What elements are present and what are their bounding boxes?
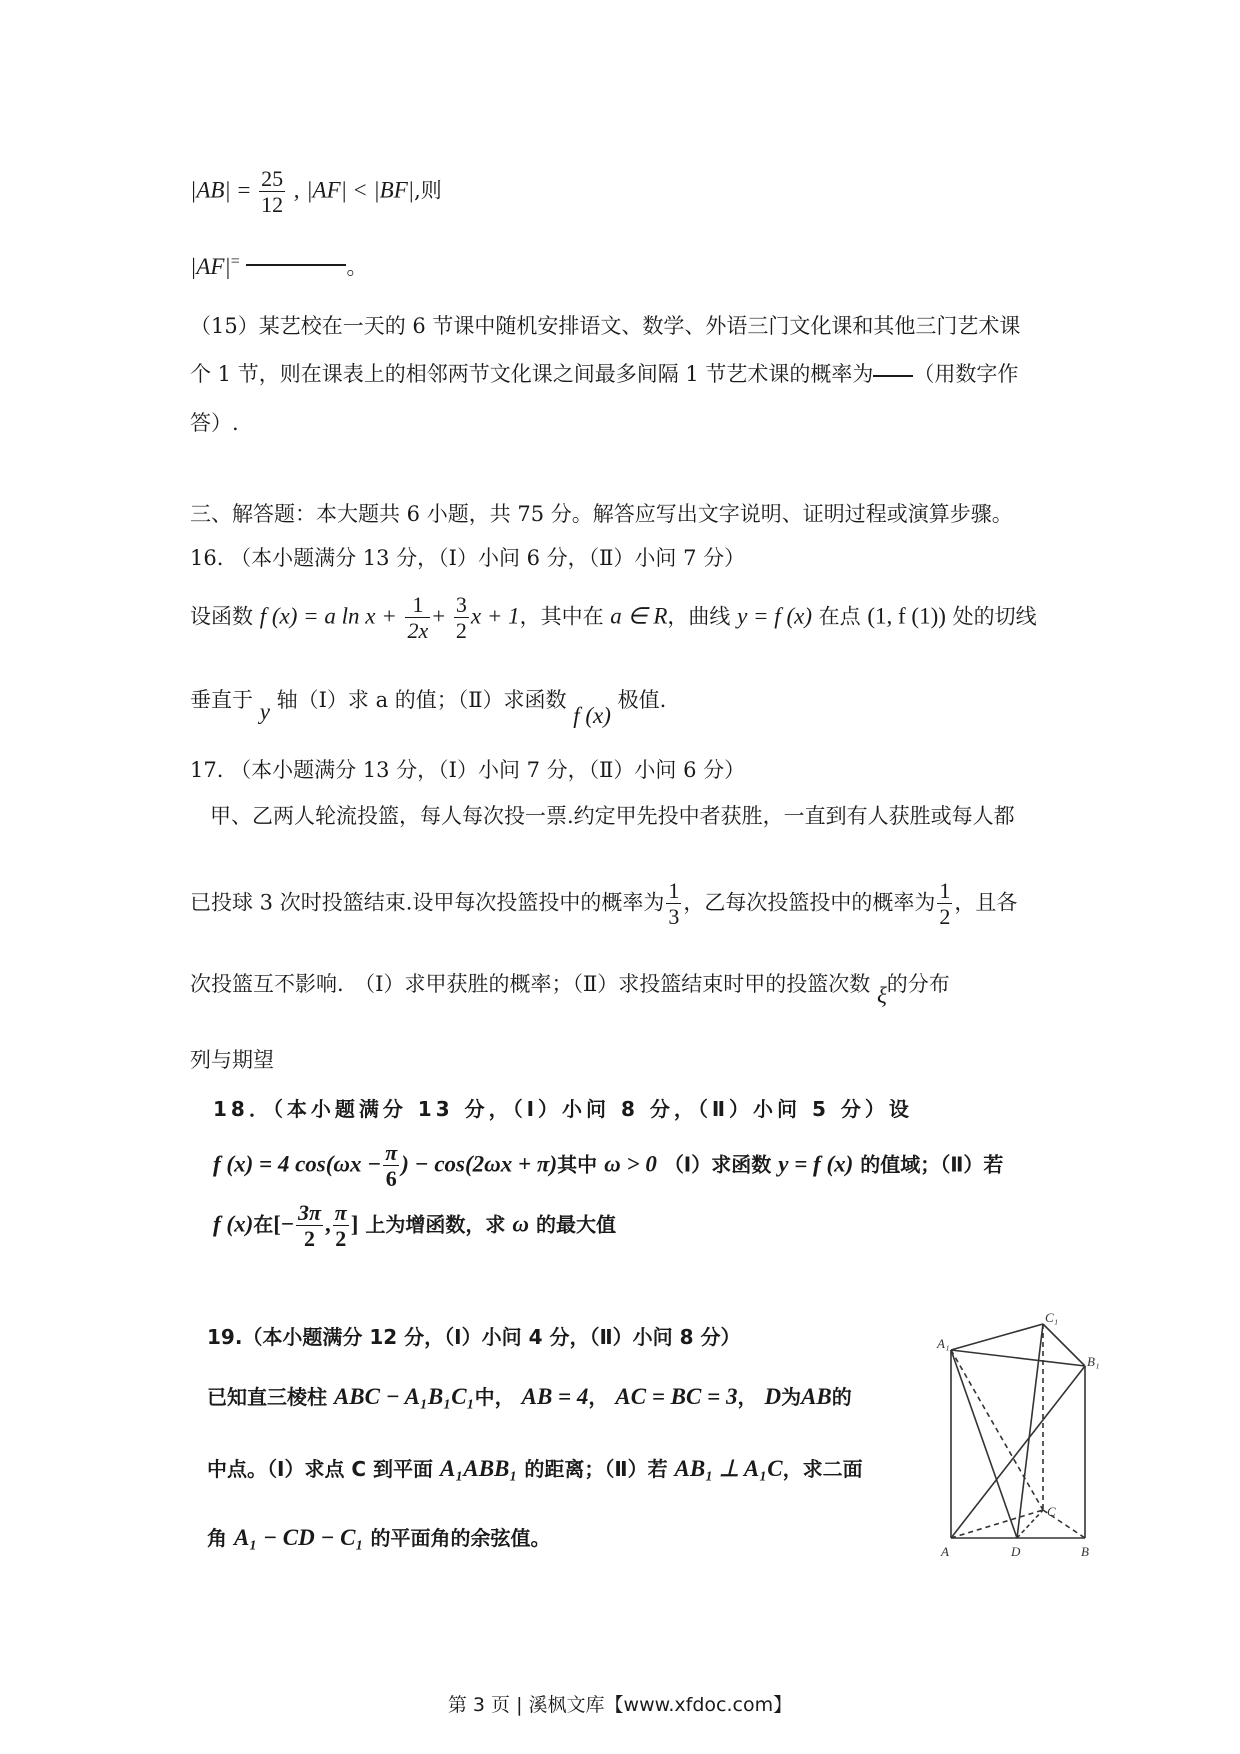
prism: ABC − A₁B₁C₁: [333, 1384, 475, 1409]
q19-l1e: 为: [781, 1385, 802, 1409]
q19-header: 19.（本小题满分 12 分，（Ⅰ）小问 4 分，（Ⅱ）小问 8 分）: [207, 1325, 741, 1349]
q17-line2: [190, 878, 1017, 930]
q17-l3a: 次投篮互不影响. （Ⅰ）求甲获胜的概率；（Ⅱ）求投篮结束时甲的投篮次数: [190, 972, 871, 996]
q17-line3: [190, 970, 950, 1008]
edge-a-c: [951, 1510, 1043, 1538]
label-b1: B₁: [1087, 1354, 1100, 1369]
ab-length: AB = 4: [521, 1384, 589, 1409]
perpendicular-condition: AB₁ ⊥ A₁C: [674, 1456, 783, 1481]
comma: ,: [325, 1211, 331, 1237]
abs-af-answer: |AF|: [190, 254, 231, 279]
abs-ab: |AB|: [190, 177, 231, 203]
denominator: 12: [261, 192, 284, 218]
q19-l1a: 已知直三棱柱: [207, 1385, 327, 1409]
q19-l3b: 的平面角的余弦值。: [370, 1526, 551, 1550]
q14-line2: [190, 252, 367, 281]
fraction-1-over-2x: [405, 592, 430, 644]
denominator: 2: [304, 1226, 315, 1252]
equals-sign: =: [230, 253, 240, 270]
fraction-1-over-3: [666, 878, 681, 930]
q19-l2b: 的距离；（Ⅱ）若: [524, 1457, 668, 1481]
q16-l2c: 极值.: [617, 688, 667, 712]
fraction-3pi-over-2: [296, 1200, 323, 1252]
q16-mid: ，其中在: [519, 604, 604, 629]
omega: ω: [512, 1211, 530, 1237]
numerator: 3π: [298, 1200, 322, 1225]
page-footer: 第 3 页 | 溪枫文库【www.xfdoc.com】: [447, 1694, 793, 1716]
q17-l2b: ，乙每次投篮投中的概率为: [683, 890, 936, 915]
numerator: 1: [405, 592, 430, 618]
q19-l1c: ，: [588, 1385, 609, 1409]
label-c1: C₁: [1045, 1310, 1059, 1325]
denominator: 3: [668, 904, 680, 930]
q15-line2-tail: （用数字作: [913, 362, 1019, 386]
q19-line3: [207, 1524, 550, 1552]
denominator: 2: [335, 1226, 347, 1252]
q14-line1: [190, 166, 442, 218]
numerator: 1: [939, 878, 951, 903]
denominator: 6: [385, 1166, 397, 1192]
q18-line2: [213, 1140, 1003, 1192]
q19-l3a: 角: [207, 1526, 227, 1550]
q17-l2a: 已投球 3 次时投篮结束.设甲每次投篮投中的概率为: [190, 890, 665, 915]
q19-l1d: ，: [737, 1385, 758, 1409]
q16-mid3: 在点: [818, 604, 861, 629]
edge-a-b1: [951, 1366, 1085, 1538]
interval-left: [−: [273, 1211, 294, 1237]
q17-line1: 甲、乙两人轮流投篮，每人每次投一票.约定甲先投中者获胜，一直到有人获胜或每人都: [210, 804, 1015, 828]
denominator: 2x: [407, 618, 429, 644]
then-text: ,则: [414, 178, 442, 203]
y-equals-fx: y = f (x): [778, 1151, 854, 1177]
fraction-1-over-2: [937, 878, 952, 930]
fraction-25-12: [259, 166, 285, 218]
q16-l2b: 轴（Ⅰ）求 a 的值；（Ⅱ）求函数: [276, 688, 567, 712]
label-b: B: [1081, 1544, 1089, 1559]
edge-a1-d: [951, 1350, 1017, 1538]
q17-l3b: 的分布: [886, 972, 950, 996]
q15-line1: （15）某艺校在一天的 6 节课中随机安排语文、数学、外语三门文化课和其他三门艺术课: [190, 314, 1021, 338]
edge-a1-c1: [951, 1324, 1043, 1350]
q19-l1b: 中，: [474, 1385, 515, 1409]
q15-line3: 答）.: [190, 411, 239, 435]
q19-l2c: ，求二面: [782, 1457, 863, 1481]
q18-fx-a: f (x) = 4 cos(ωx −: [213, 1151, 382, 1177]
q19-line2: [207, 1455, 863, 1483]
q17-l2c: ，且各: [954, 890, 1018, 915]
numerator: 25: [261, 166, 284, 191]
q18-fx-b: ) − cos(2ωx + π): [401, 1151, 558, 1177]
q19-l1f: 的: [831, 1385, 852, 1409]
edge-a1-c: [951, 1350, 1043, 1510]
numerator: 3: [455, 592, 467, 617]
less-than: <: [353, 177, 367, 203]
q18-mid2: （Ⅰ）求函数: [663, 1152, 772, 1177]
point-d: D: [764, 1384, 782, 1409]
label-c: C: [1047, 1504, 1056, 1519]
q19-l2a: 中点。（Ⅰ）求点 C 到平面: [207, 1457, 434, 1481]
ac-bc-length: AC = BC = 3: [615, 1384, 738, 1409]
edge-c1-b1: [1043, 1324, 1085, 1366]
q16-header: 16. （本小题满分 13 分，（Ⅰ）小问 6 分，（Ⅱ）小问 7 分）: [190, 546, 746, 570]
fraction-pi-over-6: [383, 1140, 399, 1192]
abs-bf: |BF|: [373, 177, 415, 203]
a-in-r: a ∈ R: [610, 603, 668, 629]
comma: ,: [293, 177, 300, 203]
plus-sign: +: [432, 603, 446, 629]
label-d: D: [1011, 1544, 1021, 1559]
dihedral-angle: A₁ − CD − C₁: [233, 1525, 364, 1550]
point: (1, f (1)): [867, 603, 946, 629]
fraction-pi-over-2: [333, 1200, 349, 1252]
q16-mid2: ，曲线: [667, 604, 731, 629]
q18-in: 在: [253, 1212, 274, 1237]
omega-positive: ω > 0: [604, 1151, 657, 1177]
q15-line2-text: 个 1 节，则在课表上的相邻两节文化课之间最多间隔 1 节艺术课的概率为: [190, 362, 874, 386]
fraction-3-over-2: [454, 592, 469, 644]
numerator: π: [334, 1200, 347, 1225]
interval-right: ]: [350, 1211, 359, 1237]
q18-end: 的最大值: [536, 1212, 616, 1237]
answer-blank: [246, 264, 346, 266]
denominator: 2: [455, 618, 467, 644]
q17-line4: 列与期望: [190, 1048, 274, 1072]
segment-ab: AB: [801, 1384, 832, 1409]
q18-line3: [213, 1200, 616, 1252]
equals-sign: =: [237, 177, 251, 203]
numerator: 1: [668, 878, 680, 903]
answer-blank: [873, 375, 913, 377]
abs-af: |AF|: [306, 177, 347, 203]
section-heading: 三、解答题：本大题共 6 小题，共 75 分。解答应写出文字说明、证明过程或演算步骤。: [190, 502, 1013, 526]
fx: f (x): [573, 703, 611, 728]
q16-line2: [190, 686, 667, 728]
q17-header: 17. （本小题满分 13 分，（Ⅰ）小问 7 分，（Ⅱ）小问 6 分）: [190, 758, 746, 782]
prism-figure: [935, 1310, 1105, 1560]
q19-line1: [207, 1383, 852, 1411]
q18-mid: 其中: [557, 1152, 598, 1177]
xi-symbol: ξ: [876, 983, 887, 1008]
q18-fx: f (x): [213, 1211, 254, 1237]
label-a: A: [941, 1544, 949, 1559]
edge-c1-d: [1017, 1324, 1043, 1538]
edge-a1-b1: [951, 1350, 1085, 1366]
period: 。: [346, 255, 368, 279]
plane: A₁ABB₁: [440, 1456, 518, 1481]
q16-l2a: 垂直于: [190, 688, 253, 712]
q16-end: 处的切线: [952, 604, 1037, 629]
label-a1: A₁: [937, 1336, 950, 1351]
function-tail: x + 1: [470, 603, 520, 629]
numerator: π: [385, 1140, 398, 1165]
q15-line2: [190, 362, 1018, 387]
q18-mid3: 的值域；（Ⅱ）若: [860, 1152, 1004, 1177]
q16-lead: 设函数: [190, 604, 253, 629]
q18-tail: 上为增函数，求: [365, 1212, 506, 1237]
curve-eq: y = f (x): [737, 603, 812, 629]
q18-header: 18．（本小题满分 13 分，（Ⅰ）小问 8 分，（Ⅱ）小问 5 分）设: [213, 1097, 913, 1121]
function-def: f (x) = a ln x +: [259, 603, 397, 629]
q16-line1: [190, 592, 1037, 644]
denominator: 2: [939, 904, 951, 930]
y-axis: y: [259, 699, 270, 724]
